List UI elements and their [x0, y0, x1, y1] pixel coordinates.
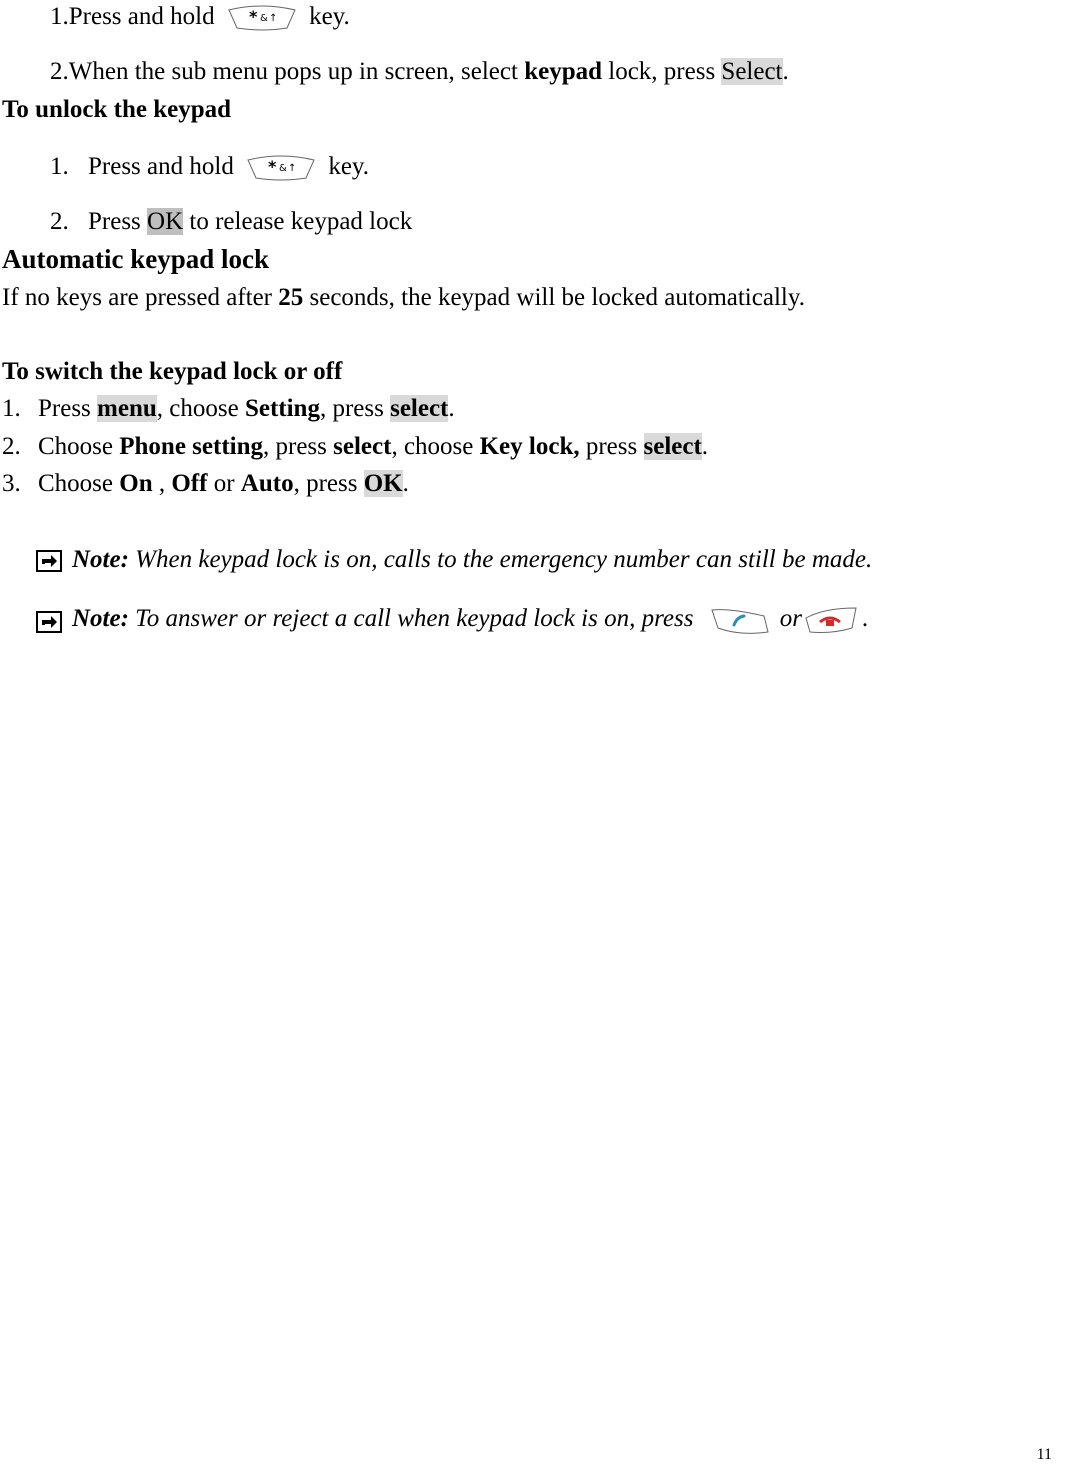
punctuation: .	[782, 58, 789, 85]
punctuation: .	[701, 433, 709, 460]
step-text: , choose	[391, 433, 480, 460]
auto-term: Auto	[240, 470, 294, 497]
key-lock-term: Key lock,	[479, 433, 580, 460]
step-text: ,	[152, 470, 172, 497]
step-text: or	[207, 470, 241, 497]
auto-lock-heading: Automatic keypad lock	[2, 244, 270, 274]
svg-text:↑: ↑	[288, 163, 297, 175]
menu-term: menu	[97, 395, 157, 422]
note-icon	[36, 550, 62, 572]
svg-text:*: *	[248, 7, 258, 27]
note-icon	[36, 609, 62, 631]
auto-lock-text	[2, 283, 805, 313]
note-label: Note:	[72, 605, 129, 632]
svg-text:*: *	[268, 157, 277, 177]
select-softkey-label: Select	[721, 58, 783, 85]
step-text-end: key.	[328, 153, 370, 180]
instruction-1	[50, 2, 350, 32]
note-text: When keypad lock is on, calls to the emergency number can still be made.	[128, 546, 873, 573]
punctuation: .	[448, 395, 455, 422]
svg-text:&: &	[259, 13, 268, 25]
step-text: , press	[293, 470, 364, 497]
step-text: Choose	[38, 433, 120, 460]
or-text: or	[779, 605, 802, 632]
on-term: On	[119, 470, 153, 497]
auto-text: If no keys are pressed after	[2, 284, 279, 311]
unlock-heading: To unlock the keypad	[2, 96, 232, 123]
instruction-text: When the sub menu pops up in screen, select	[68, 58, 525, 85]
seconds-value: 25	[278, 284, 304, 311]
note-2	[36, 602, 868, 636]
instruction-text-end: key.	[309, 3, 350, 30]
step-text: , press	[319, 395, 391, 422]
step-text-end: to release keypad lock	[183, 208, 413, 235]
unlock-step-2	[50, 207, 412, 237]
ok-softkey-label: OK	[147, 208, 184, 235]
note-1	[36, 545, 872, 575]
star-lock-key-icon	[227, 4, 297, 32]
select-term: select	[333, 433, 392, 460]
star-lock-key-icon	[246, 154, 316, 182]
step-number: 1.	[50, 3, 69, 30]
phone-setting-term: Phone setting	[119, 433, 263, 460]
step-number: 1.	[50, 153, 69, 180]
step-number: 1.	[2, 395, 21, 422]
punctuation: .	[402, 470, 409, 497]
step-text: Press	[88, 208, 148, 235]
switch-step-1	[2, 394, 455, 424]
step-text: press	[579, 433, 644, 460]
unlock-step-1	[50, 152, 369, 182]
end-call-key-icon	[804, 606, 860, 634]
switch-step-3	[2, 469, 409, 499]
note-text: To answer or reject a call when keypad lock is on, press	[128, 605, 694, 632]
punctuation: .	[861, 605, 869, 632]
step-text: Choose	[38, 470, 120, 497]
select-term: select	[643, 433, 702, 460]
step-number: 2.	[50, 58, 69, 85]
setting-term: Setting	[244, 395, 320, 422]
svg-text:↑: ↑	[268, 13, 278, 25]
keypad-term: keypad	[524, 58, 602, 85]
step-number: 3.	[2, 470, 21, 497]
auto-text-end: seconds, the keypad will be locked automatically.	[303, 284, 805, 311]
instruction-text-mid: lock, press	[602, 58, 722, 85]
step-text: Press and hold	[88, 153, 234, 180]
switch-heading: To switch the keypad lock or off	[2, 358, 343, 385]
step-number: 2.	[2, 433, 21, 460]
call-key-icon	[710, 606, 772, 634]
off-term: Off	[171, 470, 208, 497]
ok-term: OK	[363, 470, 403, 497]
svg-text:&: &	[279, 163, 287, 175]
page-number: 11	[1036, 1446, 1052, 1463]
step-text: Press	[38, 395, 98, 422]
switch-step-2	[2, 432, 708, 462]
select-term: select	[390, 395, 449, 422]
step-text: , choose	[156, 395, 245, 422]
instruction-text: Press and hold	[68, 3, 215, 30]
instruction-2	[50, 57, 789, 87]
step-text: , press	[263, 433, 334, 460]
step-number: 2.	[50, 208, 69, 235]
note-label: Note:	[72, 546, 129, 573]
